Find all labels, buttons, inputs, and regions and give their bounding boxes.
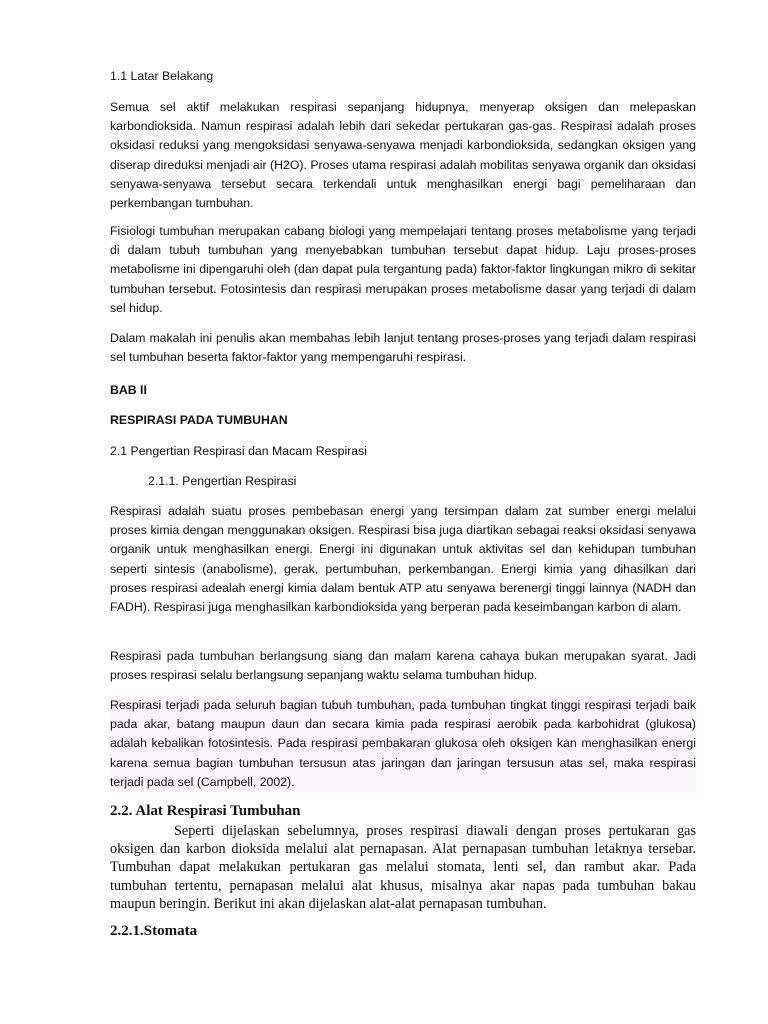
paragraph-5: Respirasi pada tumbuhan berlangsung siang dan malam karena cahaya bukan merupakan syarat. Jadi proses respirasi selalu berlangsung sepanjang waktu selama tumbuhan hidup.: [110, 649, 696, 683]
heading-latar-belakang: 1.1 Latar Belakang: [110, 69, 214, 83]
paragraph-1: Semua sel aktif melakukan respirasi sepanjang hidupnya, menyerap oksigen dan melepaskan karbondioksida. Namun respirasi adalah lebih dari sekedar pertukaran gas-gas. Respirasi adalah proses oksidasi reduksi yang mengoksidasi senyawa-senyawa menjadi karbondioksida, sedangkan oksigen yang diserap direduksi menjadi air (H2O). Proses utama respirasi adalah mobilitas senyawa organik dan oksidasi senyawa-senyawa tersebut secara terkendali untuk menghasilkan energi bagi pemeliharaan dan perkembangan tumbuhan.: [110, 100, 696, 211]
paragraph-6: Respirasi terjadi pada seluruh bagian tubuh tumbuhan, pada tumbuhan tingkat tinggi respirasi terjadi baik pada akar, batang maupun daun dan secara kimia pada respirasi aerobik pada karbohidrat (glukosa) adalah kebalikan fotosintesis. Pada respirasi pembakaran glukosa oleh oksigen kan menghasilkan energi karena semua bagian tumbuhan tersusun atas jaringan dan jaringan tersusun atas sel, maka respirasi terjadi pada sel (Campbell, 2002).: [110, 696, 696, 792]
heading-2-2: 2.2. Alat Respirasi Tumbuhan: [110, 803, 301, 819]
heading-2-1: 2.1 Pengertian Respirasi dan Macam Respirasi: [110, 444, 367, 458]
paragraph-2: Fisiologi tumbuhan merupakan cabang biologi yang mempelajari tentang proses metabolisme yang terjadi di dalam tubuh tumbuhan yang menyebabkan tumbuhan tersebut dapat hidup. Laju proses-proses metabolisme ini dipengaruhi oleh (dan dapat pula tergantung pada) faktor-faktor lingkungan mikro di sekitar tumbuhan tersebut. Fotosintesis dan respirasi merupakan proses metabolisme dasar yang terjadi di dalam sel hidup.: [110, 224, 696, 315]
heading-2-2-1: 2.2.1.Stomata: [110, 923, 198, 939]
heading-2-1-1: 2.1.1. Pengertian Respirasi: [148, 474, 297, 488]
paragraph-4: Respirasi adalah suatu proses pembebasan energi yang tersimpan dalam zat sumber energi melalui proses kimia dengan menggunakan oksigen. Respirasi bisa juga diartikan sebagai reaksi oksidasi senyawa organik untuk menghasilkan energi. Energi ini digunakan untuk aktivitas sel dan kehidupan tumbuhan seperti sintesis (anabolisme), gerak, pertumbuhan, perkembangan. Energi kimia yang dihasilkan dari proses respirasi adealah energi kimia dalam bentuk ATP atu senyawa berenergi tinggi lainnya (NADH dan FADH). Respirasi juga menghasilkan karbondioksida yang berperan pada keseimbangan karbon di alam.: [110, 504, 696, 615]
chapter-label: BAB II: [110, 383, 147, 397]
paragraph-3: Dalam makalah ini penulis akan membahas lebih lanjut tentang proses-proses yang terjadi dalam respirasi sel tumbuhan beserta faktor-faktor yang mempengaruhi respirasi.: [110, 331, 696, 365]
chapter-title: RESPIRASI PADA TUMBUHAN: [110, 413, 288, 427]
paragraph-7: Seperti dijelaskan sebelumnya, proses respirasi diawali dengan proses pertukaran gas oksigen dan karbon dioksida melalui alat pernapasan. Alat pernapasan tumbuhan letaknya tersebar. Tumbuhan dapat melakukan pertukaran gas melalui stomata, lenti sel, dan rambut akar. Pada tumbuhan tertentu, pernapasan melalui alat khusus, misalnya akar napas pada tumbuhan bakau maupun beringin. Berikut ini akan dijelaskan alat-alat pernapasan tumbuhan.: [110, 823, 696, 912]
